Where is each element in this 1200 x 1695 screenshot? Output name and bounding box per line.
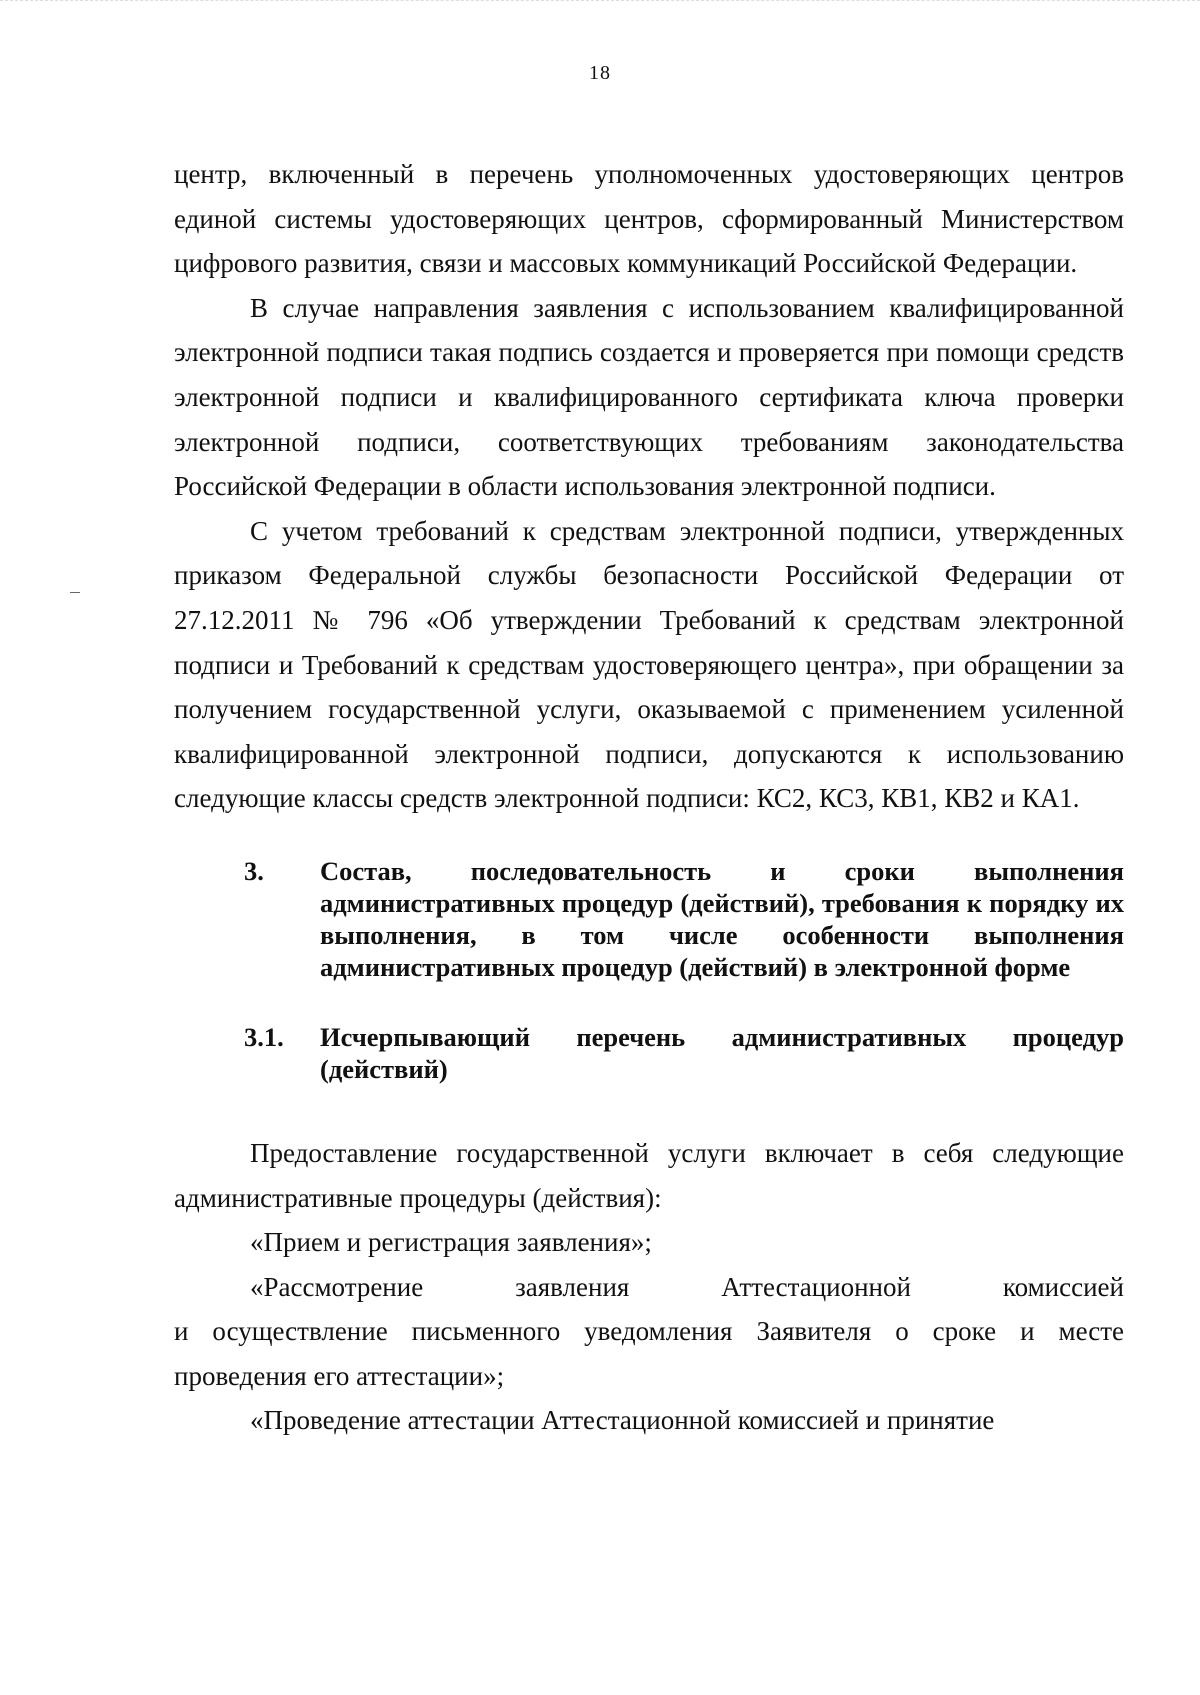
procedure-item-2-first-line — [174, 1265, 1124, 1310]
word: заявления — [515, 1271, 630, 1302]
word: комиссией — [1002, 1271, 1124, 1302]
section-number: 3.1. — [244, 1021, 284, 1052]
paragraph-procedures-intro: Предоставление государственной услуги включает в себя следующие административные процедуры (действия): — [174, 1137, 1124, 1213]
section-title: Состав, последовательность и сроки выполнения административных процедур (действий), требования к порядку их выполнения, в том числе особенности выполнения административных процедур (действий) в электронной форме — [320, 855, 1124, 982]
page-number: 18 — [589, 62, 611, 84]
procedure-item-3: «Проведение аттестации Аттестационной комиссией и принятие — [250, 1405, 995, 1436]
document-body — [174, 152, 1124, 1443]
word: «Рассмотрение — [250, 1271, 424, 1302]
procedure-item-1: «Прием и регистрация заявления»; — [250, 1227, 652, 1258]
section-3-heading — [174, 855, 1124, 983]
scan-mark — [70, 592, 80, 593]
section-title: Исчерпывающий перечень административных процедур (действий) — [320, 1021, 1124, 1084]
procedure-item-2-continuation: и осуществление письменного уведомления Заявителя о сроке и месте проведения его аттестации»; — [174, 1316, 1124, 1391]
paragraph-signature-classes: С учетом требований к средствам электронной подписи, утвержденных приказом Федеральной службы безопасности Российской Федерации от 27.12.2011 № 796 «Об утверждении Требований к средствам электронной подписи и Требований к средствам удостоверяющего центра», при обращении за получением государственной услуги, оказываемой с применением усиленной квалифицированной электронной подписи, допускаются к использованию следующие классы средств электронной подписи: КС2, КС3, КВ1, КВ2 и КА1. — [174, 515, 1124, 814]
paragraph-qualified-signature: В случае направления заявления с использованием квалифицированной электронной подписи такая подпись создается и проверяется при помощи средств электронной подписи и квалифицированного сертификата ключа проверки электронной подписи, соответствующих требованиям законодательства Российской Федерации в области использования электронной подписи. — [174, 292, 1124, 502]
section-number: 3. — [244, 855, 264, 886]
word: Аттестационной — [721, 1271, 911, 1302]
scan-edge-artifact — [0, 0, 1200, 7]
section-3-1-heading — [174, 1021, 1124, 1085]
paragraph-certification-center: центр, включенный в перечень уполномоченных удостоверяющих центров единой системы удостоверяющих центров, сформированный Министерством цифрового развития, связи и массовых коммуникаций Российской Федерации. — [174, 159, 1124, 279]
